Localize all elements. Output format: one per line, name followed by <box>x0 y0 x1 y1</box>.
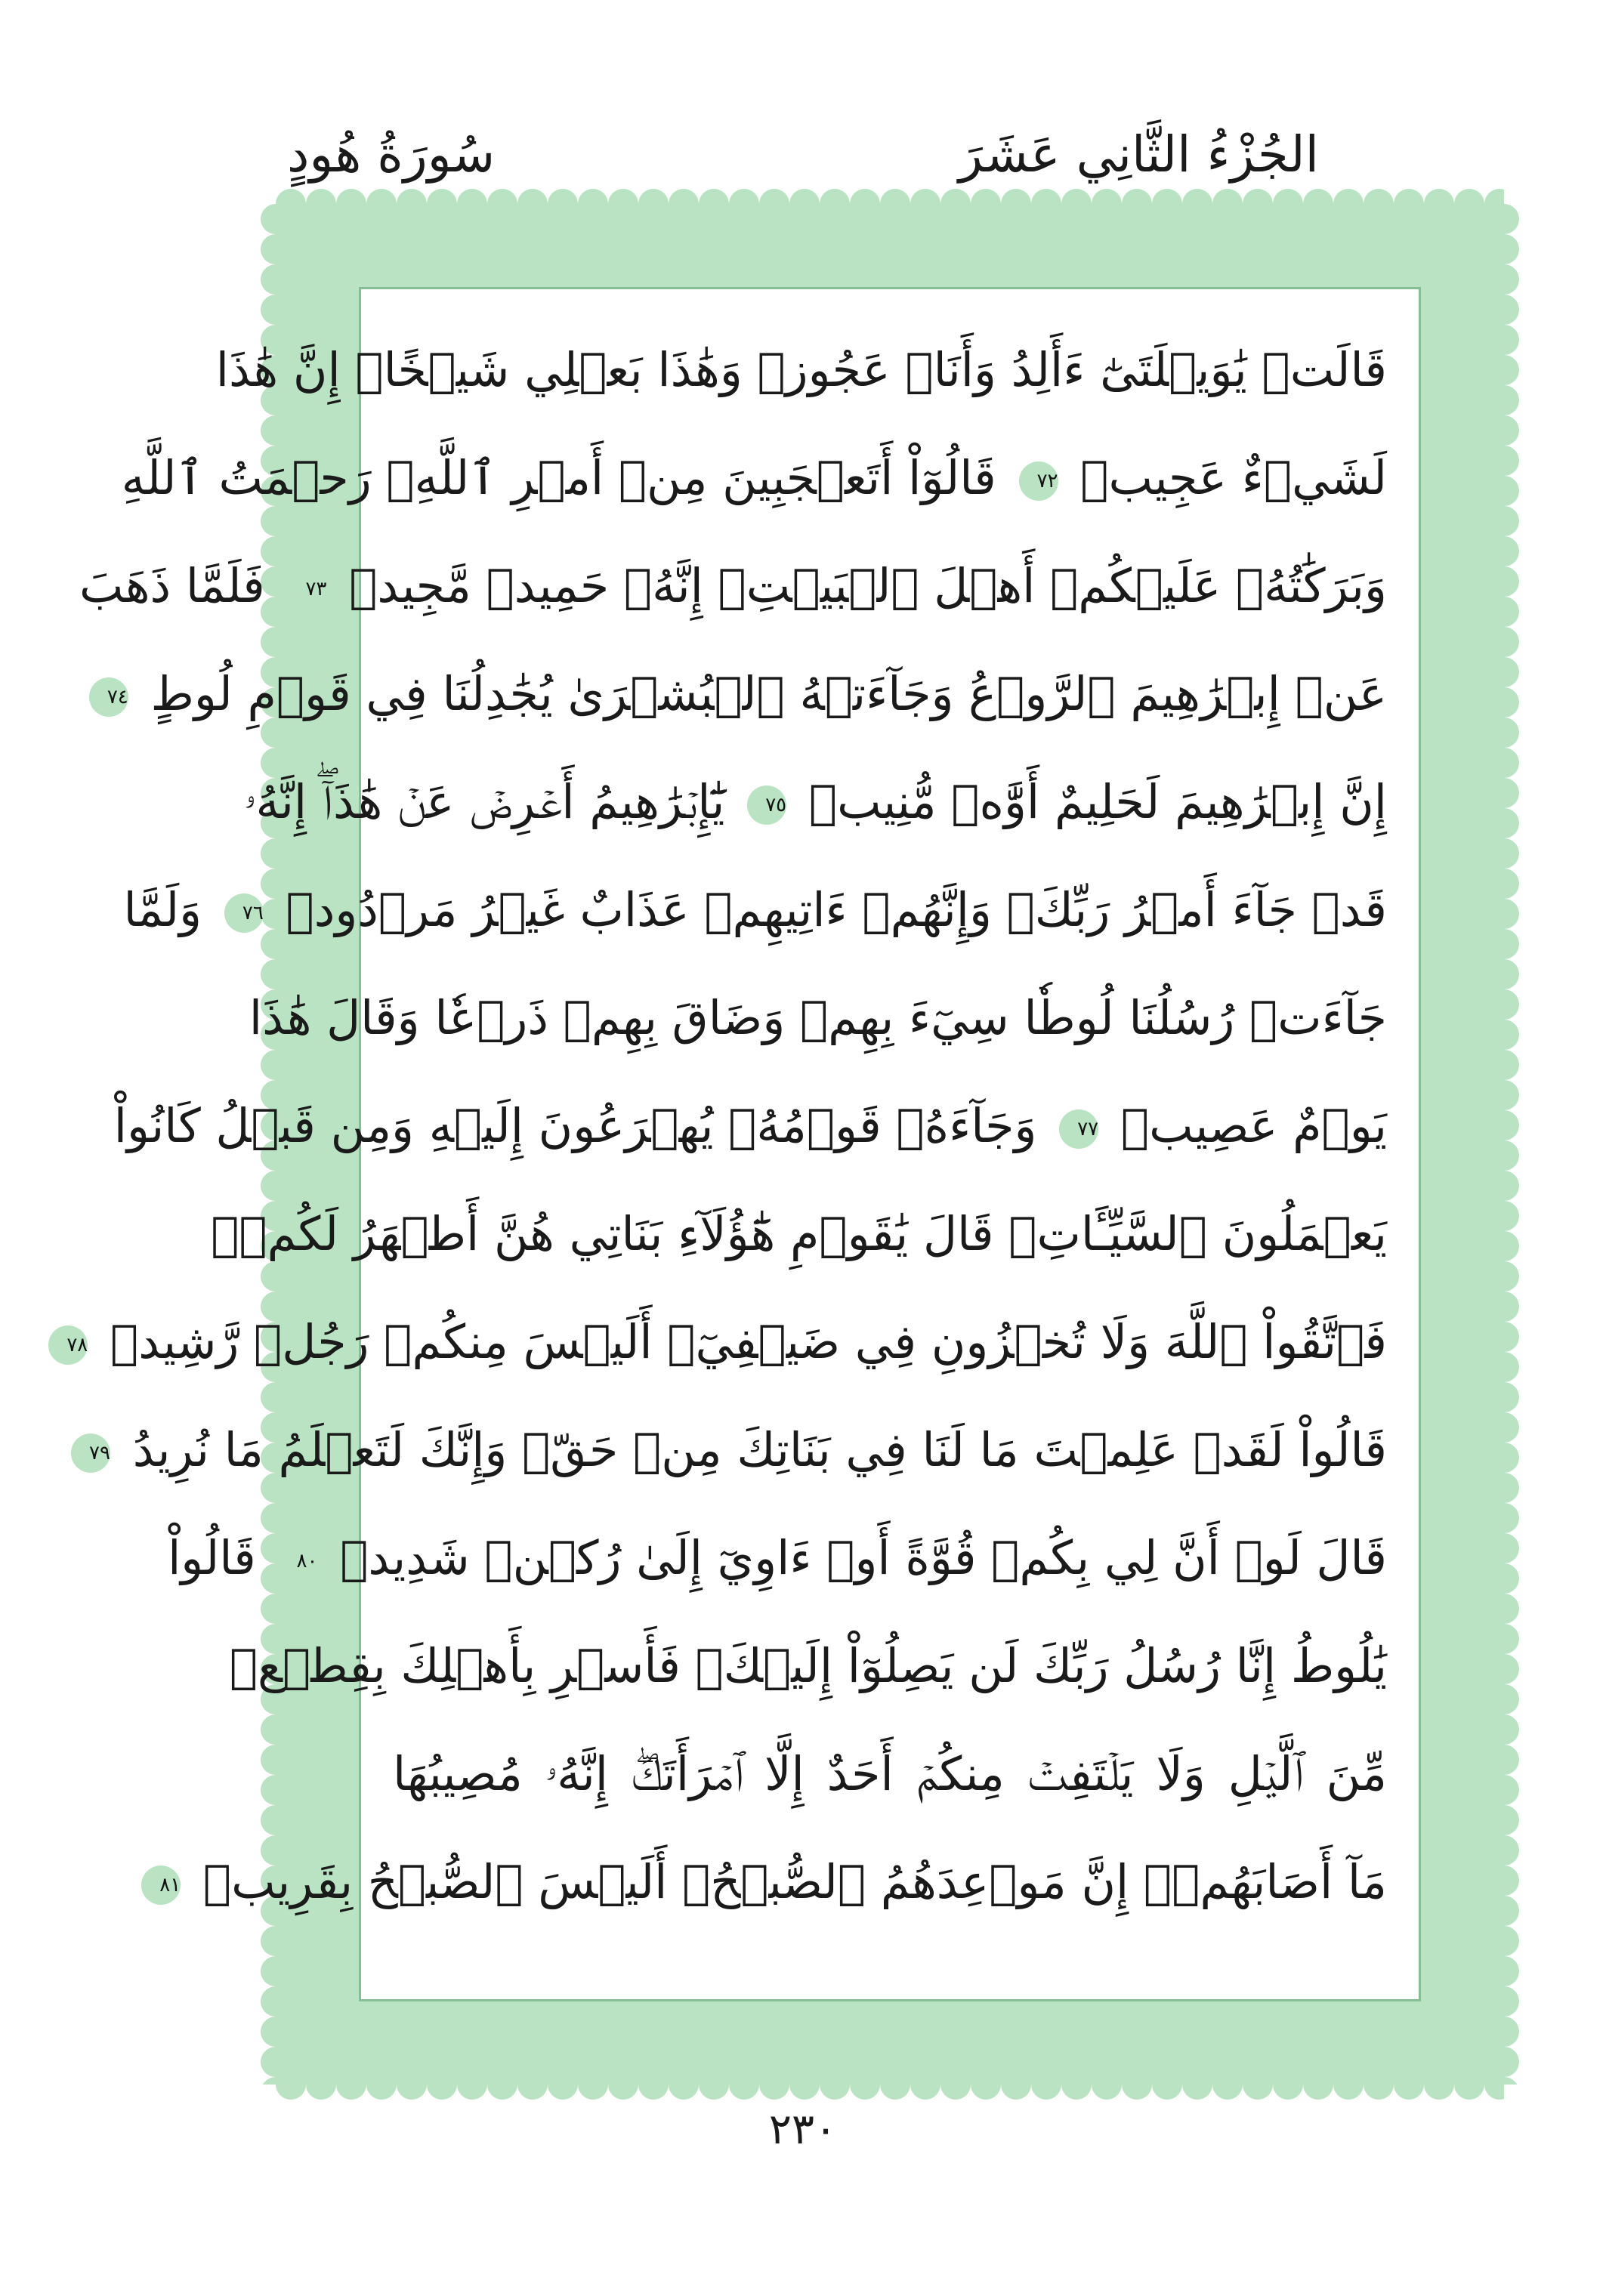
verse-line: جَآءَتۡ رُسُلُنَا لُوطٗا سِيٓءَ بِهِمۡ وَضَاقَ بِهِمۡ ذَرۡعٗا وَقَالَ هَٰذَا <box>249 990 1387 1045</box>
juz-title: الجُزْءُ الثَّانِي عَشَرَ <box>959 125 1319 184</box>
verse-line: فَٱتَّقُواْ ٱللَّهَ وَلَا تُخۡزُونِ فِي ضَيۡفِيٓۖ أَلَيۡسَ مِنكُمۡ رَجُلٞ رَّشِيدٞ ٧٨ <box>393 1288 1387 1396</box>
verse-line: يَٰلُوطُ إِنَّا رُسُلُ رَبِّكَ لَن يَصِلُوٓاْ إِلَيۡكَۖ فَأَسۡرِ بِأَهۡلِكَ بِقِطۡعٖ <box>229 1638 1387 1693</box>
scallop-border-top <box>276 189 1504 219</box>
verse-line: وَبَرَكَٰتُهُۥ عَلَيۡكُمۡ أَهۡلَ ٱلۡبَيۡتِۚ إِنَّهُۥ حَمِيدٞ مَّجِيدٞ ٧٣ فَلَمَّا ذَهَبَ <box>79 558 1387 613</box>
verse-line: يَوۡمٌ عَصِيبٞ ٧٧ وَجَآءَهُۥ قَوۡمُهُۥ يُهۡرَعُونَ إِلَيۡهِ وَمِن قَبۡلُ كَانُواْ <box>113 1098 1387 1153</box>
verse-lines <box>66 316 1387 1936</box>
ayah-marker: ٧٧ <box>1059 1109 1098 1149</box>
verse-line: يَعۡمَلُونَ ٱلسَّيِّـَٔاتِۚ قَالَ يَٰقَوۡمِ هَٰٓؤُلَآءِ بَنَاتِي هُنَّ أَطۡهَرُ لَكُمۡۖ <box>211 1206 1387 1261</box>
decorative-frame <box>66 204 1504 2085</box>
ayah-marker: ٧٩ <box>71 1433 110 1473</box>
page-number: ٢٣٠ <box>768 2105 838 2154</box>
verse-line: قَدۡ جَآءَ أَمۡرُ رَبِّكَۖ وَإِنَّهُمۡ ءَاتِيهِمۡ عَذَابٌ غَيۡرُ مَرۡدُودٖ ٧٦ وَلَمَّا <box>123 882 1387 937</box>
verse-line: قَالَ لَوۡ أَنَّ لِي بِكُمۡ قُوَّةً أَوۡ ءَاوِيٓ إِلَىٰ رُكۡنٖ شَدِيدٖ ٨٠ قَالُواْ <box>168 1530 1387 1585</box>
ayah-marker: ٧٨ <box>48 1325 88 1365</box>
ayah-marker: ٧٤ <box>89 677 128 717</box>
verse-line: عَنۡ إِبۡرَٰهِيمَ ٱلرَّوۡعُ وَجَآءَتۡهُ ٱلۡبُشۡرَىٰ يُجَٰدِلُنَا فِي قَوۡمِ لُوطٍ ٧٤ <box>393 640 1387 748</box>
verse-line: لَشَيۡءٌ عَجِيبٞ ٧٢ قَالُوٓاْ أَتَعۡجَبِينَ مِنۡ أَمۡرِ ٱللَّهِۖ رَحۡمَتُ ٱللَّهِ <box>121 450 1387 505</box>
surah-title: سُورَةُ هُودٍ <box>287 125 496 184</box>
verse-line: إِنَّ إِبۡرَٰهِيمَ لَحَلِيمٌ أَوَّٰهٞ مُّنِيبٞ ٧٥ يَٰٓإِبۡرَٰهِيمُ أَعۡرِضۡ عَنۡ هَٰذَآۖ إِنَّهُۥ <box>243 774 1387 829</box>
ayah-marker: ٧٣ <box>287 569 326 609</box>
scallop-border-right <box>1489 204 1519 2085</box>
ayah-marker: ٧٢ <box>1019 461 1058 501</box>
scallop-border-bottom <box>276 2069 1504 2100</box>
page-header <box>287 113 1319 196</box>
ayah-marker: ٨١ <box>141 1866 181 1905</box>
verse-line: قَالَتۡ يَٰوَيۡلَتَىٰٓ ءَأَلِدُ وَأَنَا۠ عَجُوزٞ وَهَٰذَا بَعۡلِي شَيۡخًاۖ إِنَّ هَٰذَا <box>215 342 1387 397</box>
ayah-marker: ٨٠ <box>278 1541 317 1581</box>
verse-line: مِّنَ ٱلَّيۡلِ وَلَا يَلۡتَفِتۡ مِنكُمۡ أَحَدٌ إِلَّا ٱمۡرَأَتَكَۖ إِنَّهُۥ مُصِيبُهَا <box>393 1746 1387 1801</box>
verse-line: مَآ أَصَابَهُمۡۚ إِنَّ مَوۡعِدَهُمُ ٱلصُّبۡحُۚ أَلَيۡسَ ٱلصُّبۡحُ بِقَرِيبٖ ٨١ <box>393 1828 1387 1936</box>
verse-line: قَالُواْ لَقَدۡ عَلِمۡتَ مَا لَنَا فِي بَنَاتِكَ مِنۡ حَقّٖ وَإِنَّكَ لَتَعۡلَمُ مَا نُرِيدُ ٧٩ <box>393 1396 1387 1504</box>
ayah-marker: ٧٦ <box>224 893 264 933</box>
ayah-marker: ٧٥ <box>747 785 786 825</box>
text-panel <box>66 287 1421 2001</box>
